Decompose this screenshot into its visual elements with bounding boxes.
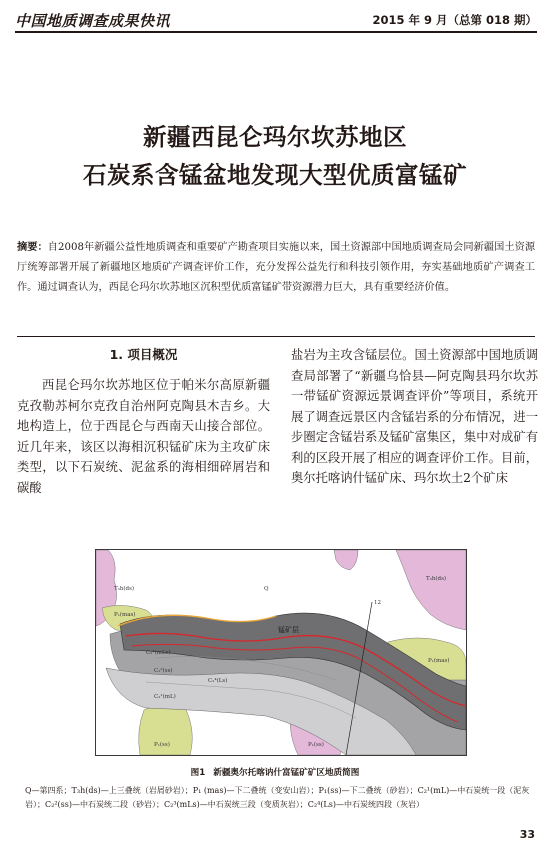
- map-label-c2-ml: C₂¹(mL): [154, 694, 176, 700]
- article-title-line-2: 石炭系含锰盆地发现大型优质富锰矿: [83, 161, 467, 189]
- map-label-t3-left: T₃h(ds): [114, 586, 135, 592]
- figure-title: 新疆奥尔托喀讷什富锰矿矿区地质简图: [213, 768, 360, 778]
- map-label-c2-ls: C₂⁴(Ls): [208, 678, 228, 684]
- journal-name: 中国地质调查成果快讯: [15, 12, 171, 30]
- map-label-p1-ss-right: P₁(ss): [308, 742, 324, 748]
- map-label-ore-layer: 锰矿层: [278, 626, 299, 634]
- map-label-p1-mas-left: P₁(mas): [114, 612, 136, 618]
- body-text-right: 盐岩为主攻含锰层位。国土资源部中国地质调查局部署了“新疆乌恰县—阿克陶县玛尔坎苏一带锰矿资源远景调查评价”等项目，系统开展了调查远景区内含锰岩系的分布情况，进一步圈定含锰岩系及锰矿富集区，集中对成矿有利的区段开展了相应的调查评价工作。目前，奥尔托喀讷什锰矿床、玛尔坎土2个矿床: [291, 348, 538, 485]
- page-number: 33: [519, 828, 535, 841]
- section-heading: 1. 项目概况: [109, 347, 178, 362]
- map-label-p1-ss-bottom: P₁(ss): [154, 742, 170, 748]
- map-label-p1-mas-right: P₁(mas): [428, 658, 450, 664]
- map-label-c2-mls: C₂³(mLs): [146, 650, 171, 656]
- article-title-line-1: 新疆西昆仑玛尔坎苏地区: [143, 123, 407, 151]
- figure-number: 图1: [190, 768, 206, 778]
- figure-caption: [0, 766, 550, 778]
- figure-legend: Q—第四系；T₃h(ds)—上三叠统（岩屑砂岩）；P₁ (mas)—下二叠统（变安山岩）；P₁(ss)—下二叠统（砂岩）；C₂¹(mL)—中石炭统一段（泥灰岩）；C₂²(ss)—中石炭统二段（砂岩）；C₂³(mLs)—中石炭统三段（变质灰岩）；C₂⁴(Ls)—中石炭统四段（灰岩）: [25, 786, 530, 809]
- issue-info: 2015 年 9 月（总第 018 期）: [372, 13, 537, 27]
- abstract: [17, 238, 535, 297]
- map-label-q: Q: [264, 586, 269, 592]
- geological-map: [95, 549, 467, 756]
- abstract-rule: [17, 336, 535, 337]
- abstract-text: 自2008年新疆公益性地质调查和重要矿产勘查项目实施以来，国土资源部中国地质调查局会同新疆国土资源厅统筹部署开展了新疆地区地质矿产调查评价工作，充分发挥公益先行和科技引领作用，夯实基础地质矿产调查工作。通过调查认为，西昆仑玛尔坎苏地区沉积型优质富锰矿带资源潜力巨大，具有重要经济价值。: [17, 242, 536, 293]
- map-label-section: 12: [374, 600, 381, 606]
- map-unit-t3-small: [334, 550, 358, 570]
- map-label-c2-ss: C₂²(ss): [154, 668, 173, 674]
- map-unit-t3-right: [396, 550, 466, 630]
- header-rule: [15, 31, 537, 33]
- abstract-label: 摘要：: [17, 242, 48, 253]
- body-text-left: 西昆仑玛尔坎苏地区位于帕米尔高原新疆克孜勒苏柯尔克孜自治州阿克陶县木吉乡。大地构造上，位于西昆仑与西南天山接合部位。近几年来，该区以海相沉积锰矿床为主攻矿床类型，以下石炭统、泥盆系的海相细碎屑岩和碳酸: [17, 378, 270, 495]
- map-label-t3-right: T₃h(ds): [426, 576, 447, 582]
